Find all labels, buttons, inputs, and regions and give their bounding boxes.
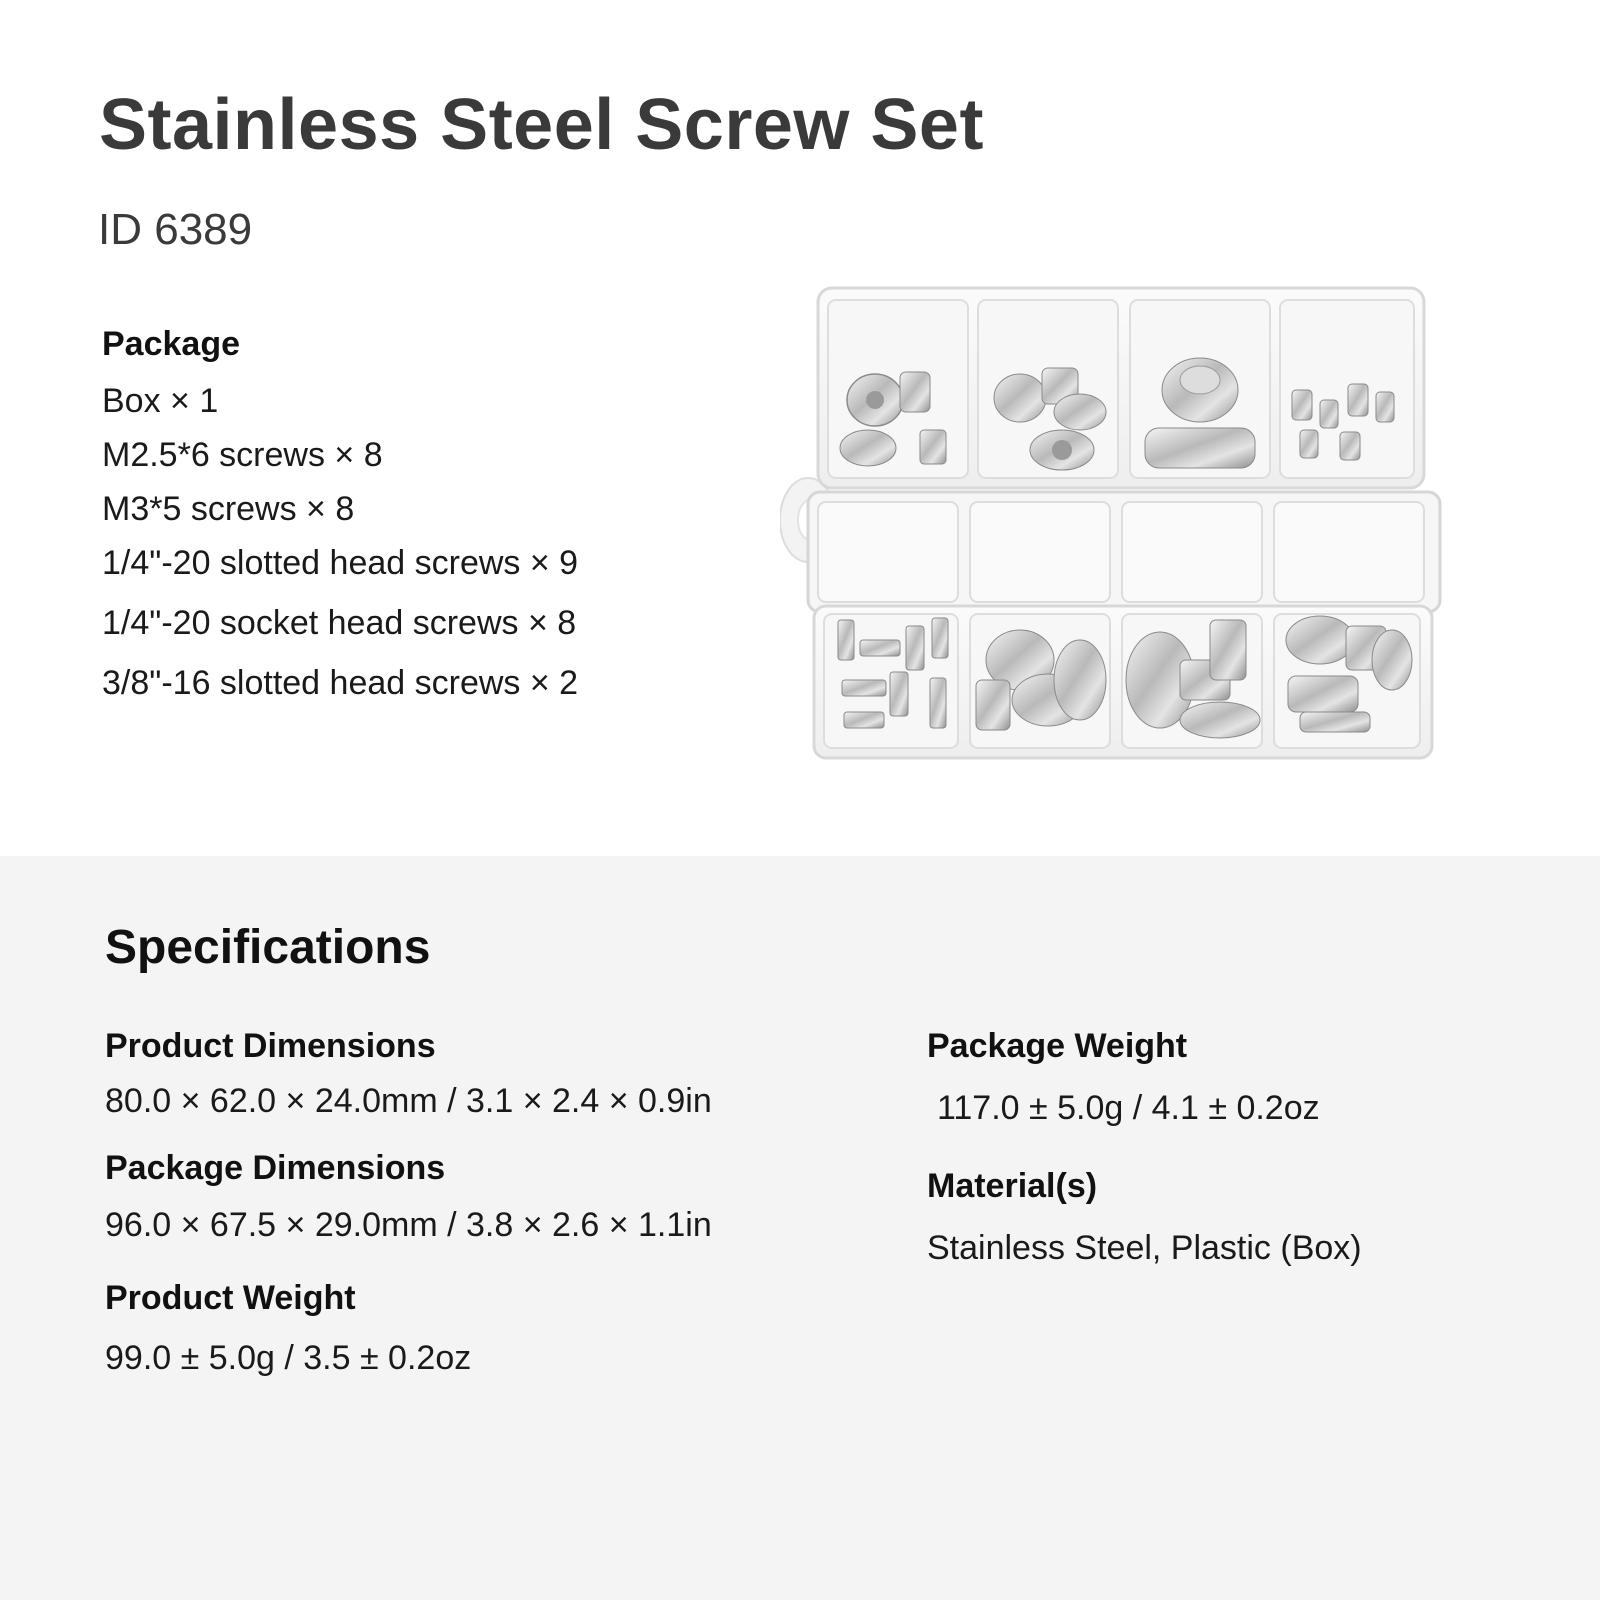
package-heading: Package (102, 325, 240, 363)
package-item: Box × 1 (102, 382, 219, 420)
spec-materials (927, 1166, 1362, 1268)
spec-label: Package Dimensions (105, 1149, 446, 1187)
spec-value: 80.0 × 62.0 × 24.0mm / 3.1 × 2.4 × 0.9in (105, 1082, 712, 1120)
package-item: 1/4"-20 slotted head screws × 9 (102, 544, 579, 582)
package-item: M2.5*6 screws × 8 (102, 436, 383, 474)
spec-value: 117.0 ± 5.0g / 4.1 ± 0.2oz (937, 1089, 1320, 1127)
spec-label: Material(s) (927, 1167, 1098, 1205)
spec-label: Package Weight (927, 1027, 1188, 1065)
spec-label: Product Weight (105, 1279, 356, 1317)
package-list (102, 378, 578, 714)
spec-value: 99.0 ± 5.0g / 3.5 ± 0.2oz (105, 1339, 472, 1377)
spec-value: 96.0 × 67.5 × 29.0mm / 3.8 × 2.6 × 1.1in (105, 1206, 712, 1244)
package-item: 3/8"-16 slotted head screws × 2 (102, 664, 579, 702)
spec-value: Stainless Steel, Plastic (Box) (927, 1229, 1362, 1267)
product-photo (780, 280, 1470, 790)
spec-label: Product Dimensions (105, 1027, 436, 1065)
spec-package-dimensions (105, 1148, 712, 1245)
package-item: M3*5 screws × 8 (102, 490, 355, 528)
spec-package-weight (927, 1026, 1320, 1128)
spec-product-weight (105, 1278, 471, 1378)
spec-product-dimensions (105, 1026, 712, 1121)
product-id: ID 6389 (98, 205, 253, 254)
package-item: 1/4"-20 socket head screws × 8 (102, 604, 577, 642)
specifications-heading: Specifications (105, 921, 431, 974)
page-title: Stainless Steel Screw Set (99, 85, 984, 165)
